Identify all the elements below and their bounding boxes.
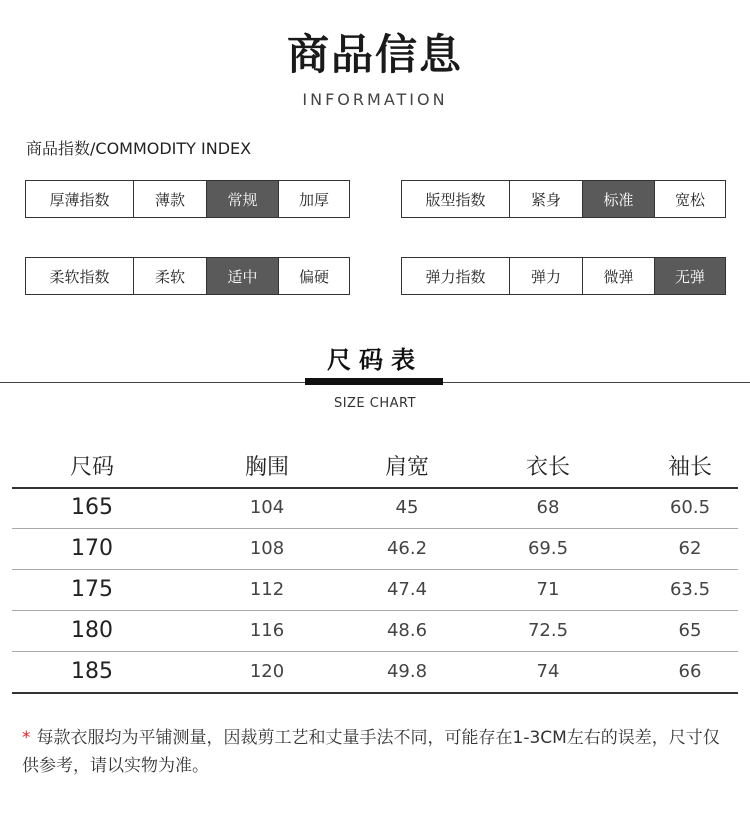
size-chart-title: 尺码表: [327, 346, 423, 374]
column-header-size: 尺码: [69, 454, 114, 480]
index-option: 标准: [582, 181, 654, 217]
cell-shoulder: 47.4: [386, 579, 428, 600]
index-option: 适中: [206, 258, 278, 294]
index-option: 微弹: [582, 258, 654, 294]
cell-sleeve: 60.5: [669, 497, 711, 518]
size-chart-title-bar: [305, 378, 443, 385]
cell-size: 185: [71, 659, 113, 684]
cell-chest: 104: [249, 497, 285, 518]
index-group-softness: [25, 257, 350, 295]
cell-length: 74: [536, 661, 560, 682]
index-group-thickness: [25, 180, 350, 218]
cell-size: 170: [71, 536, 113, 561]
index-option: 无弹: [654, 258, 725, 294]
index-option: 加厚: [278, 181, 349, 217]
asterisk-icon: *: [22, 728, 31, 748]
index-name: 版型指数: [425, 190, 486, 209]
measurement-note: [22, 724, 732, 780]
cell-sleeve: 63.5: [669, 579, 711, 600]
size-table: [12, 443, 738, 692]
table-bottom-rule: [12, 692, 738, 694]
page-title: 商品信息: [286, 30, 463, 79]
table-row: [12, 610, 738, 651]
table-row: [12, 528, 738, 569]
cell-shoulder: 49.8: [386, 661, 428, 682]
index-group-fit: [401, 180, 726, 218]
column-header-shoulder: 肩宽: [384, 454, 429, 480]
cell-length: 69.5: [527, 538, 569, 559]
column-header-chest: 胸围: [244, 454, 289, 480]
note-text: 每款衣服均为平铺测量，因裁剪工艺和丈量手法不同，可能存在1-3CM左右的误差，尺寸仅供参考，请以实物为准。: [22, 728, 720, 776]
index-name: 厚薄指数: [49, 190, 110, 209]
index-name: 弹力指数: [425, 267, 486, 286]
cell-length: 72.5: [527, 620, 569, 641]
cell-chest: 116: [249, 620, 285, 641]
page-subtitle: INFORMATION: [302, 90, 448, 109]
table-row: [12, 487, 738, 528]
cell-sleeve: 66: [678, 661, 702, 682]
cell-chest: 108: [249, 538, 285, 559]
index-option: 柔软: [133, 258, 206, 294]
index-option: 偏硬: [278, 258, 349, 294]
cell-size: 175: [71, 577, 113, 602]
table-row: [12, 651, 738, 692]
table-row: [12, 569, 738, 610]
index-option: 宽松: [654, 181, 725, 217]
cell-length: 71: [536, 579, 560, 600]
index-option: 薄款: [133, 181, 206, 217]
index-name: 柔软指数: [49, 267, 110, 286]
commodity-index-label: 商品指数/COMMODITY INDEX: [26, 139, 252, 158]
index-option: 弹力: [509, 258, 582, 294]
cell-size: 165: [71, 495, 113, 520]
column-header-length: 衣长: [525, 454, 570, 480]
cell-shoulder: 48.6: [386, 620, 428, 641]
cell-sleeve: 65: [678, 620, 702, 641]
cell-shoulder: 45: [395, 497, 419, 518]
cell-chest: 112: [249, 579, 285, 600]
column-header-sleeve: 袖长: [667, 454, 712, 480]
index-option: 紧身: [509, 181, 582, 217]
size-table-header: [12, 443, 738, 487]
index-group-elasticity: [401, 257, 726, 295]
cell-size: 180: [71, 618, 113, 643]
index-option: 常规: [206, 181, 278, 217]
size-chart-subtitle: SIZE CHART: [333, 396, 417, 411]
cell-sleeve: 62: [678, 538, 702, 559]
cell-length: 68: [536, 497, 560, 518]
cell-chest: 120: [249, 661, 285, 682]
cell-shoulder: 46.2: [386, 538, 428, 559]
